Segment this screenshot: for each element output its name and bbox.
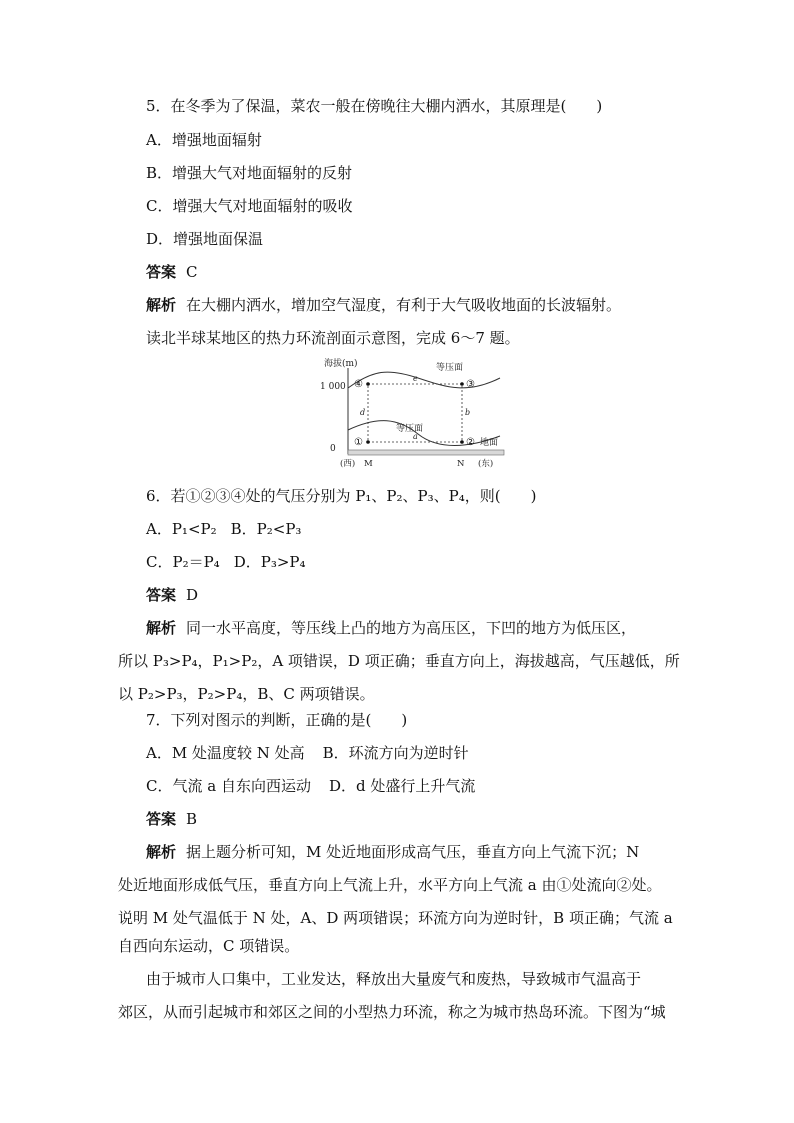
ground-strip <box>348 450 504 455</box>
point-m-label: M <box>364 459 373 469</box>
thermal-circulation-diagram <box>318 356 512 476</box>
q7-analysis-line-4: 自西向东运动，C 项错误。 <box>118 937 300 955</box>
q7-options-ab <box>146 743 469 763</box>
answer-label: 答案 <box>146 586 177 604</box>
q5-answer <box>146 262 198 282</box>
point-n-label: N <box>457 459 465 469</box>
q6-analysis-line-2: 所以 P₃>P₄，P₁>P₂，A 项错误，D 项正确；垂直方向上，海拔越高，气压越低，所 <box>118 652 680 670</box>
q5-option-a: A．增强地面辐射 <box>146 131 262 149</box>
answer-label: 答案 <box>146 263 177 281</box>
q6-options-ab <box>146 519 301 539</box>
q7-analysis-line-3: 说明 M 处气温低于 N 处，A、D 两项错误；环流方向为逆时针，B 项正确；气流 a <box>118 909 673 927</box>
west-label: (西) <box>340 459 356 469</box>
answer-value: B <box>186 810 198 828</box>
q5-stem: 5．在冬季为了保温，菜农一般在傍晚往大棚内洒水，其原理是( ) <box>146 97 603 115</box>
flow-b-label: b <box>465 408 471 417</box>
point-2-label: ② <box>466 437 475 448</box>
analysis-label: 解析 <box>146 619 177 637</box>
answer-value: C <box>186 263 198 281</box>
q5-option-d: D．增强地面保温 <box>146 230 264 248</box>
q6-answer <box>146 585 198 605</box>
q7-answer <box>146 809 197 829</box>
y-tick-1000: 1 000 <box>320 382 346 392</box>
lower-isobar-label: 等压面 <box>396 424 424 434</box>
q5-analysis <box>146 295 621 315</box>
analysis-text: 同一水平高度，等压线上凸的地方为高压区，下凹的地方为低压区， <box>186 619 637 637</box>
q6-option-d: D．P₃>P₄ <box>233 553 306 571</box>
y-tick-0: 0 <box>330 444 336 454</box>
q7-option-d: D．d 处盛行上升气流 <box>328 777 476 795</box>
q6-analysis-line-3: 以 P₂>P₃，P₂>P₄，B、C 两项错误。 <box>118 685 375 703</box>
upper-isobar <box>348 372 500 388</box>
q7-analysis-line-2: 处近地面形成低气压，垂直方向上气流上升，水平方向上气流 a 由①处流向②处。 <box>118 876 662 894</box>
analysis-text: 据上题分析可知，M 处近地面形成高气压，垂直方向上气流下沉；N <box>186 843 640 861</box>
flow-e-label: e <box>413 374 418 383</box>
paragraph-line-2: 郊区，从而引起城市和郊区之间的小型热力环流，称之为城市热岛环流。下图为“城 <box>118 1003 666 1021</box>
q7-options-cd <box>146 776 475 796</box>
analysis-text: 在大棚内洒水，增加空气湿度，有利于大气吸收地面的长波辐射。 <box>186 296 622 314</box>
q7-option-c: C．气流 a 自东向西运动 <box>146 777 311 795</box>
east-label: (东) <box>478 459 494 469</box>
q6-option-a: A．P₁<P₂ <box>146 520 217 538</box>
q6-option-c: C．P₂＝P₄ <box>146 553 220 571</box>
q7-analysis-line-1 <box>146 842 639 862</box>
q6-stem: 6．若①②③④处的气压分别为 P₁、P₂、P₃、P₄，则( ) <box>146 487 537 505</box>
answer-label: 答案 <box>146 810 177 828</box>
ground-label: 地面 <box>480 438 499 448</box>
q5-option-c: C．增强大气对地面辐射的吸收 <box>146 197 353 215</box>
point-3-label: ③ <box>466 379 475 390</box>
flow-d-label: d <box>360 408 366 417</box>
flow-a-label: a <box>413 432 418 441</box>
intro-text: 读北半球某地区的热力环流剖面示意图，完成 6～7 题。 <box>146 329 520 347</box>
q7-stem: 7．下列对图示的判断，正确的是( ) <box>146 711 408 729</box>
q7-option-b: B．环流方向为逆时针 <box>322 744 469 762</box>
q6-analysis-line-1 <box>146 618 636 638</box>
point-4-label: ④ <box>354 379 363 390</box>
analysis-label: 解析 <box>146 296 177 314</box>
point-1-label: ① <box>354 437 363 448</box>
upper-isobar-label: 等压面 <box>436 363 464 373</box>
q6-options-cd <box>146 552 306 572</box>
paragraph-line-1: 由于城市人口集中，工业发达，释放出大量废气和废热，导致城市气温高于 <box>146 970 642 988</box>
y-axis-label: 海拔(m) <box>324 359 358 369</box>
q5-option-b: B．增强大气对地面辐射的反射 <box>146 164 353 182</box>
analysis-label: 解析 <box>146 843 177 861</box>
q6-option-b: B．P₂<P₃ <box>230 520 302 538</box>
q7-option-a: A．M 处温度较 N 处高 <box>146 744 305 762</box>
answer-value: D <box>186 586 199 604</box>
